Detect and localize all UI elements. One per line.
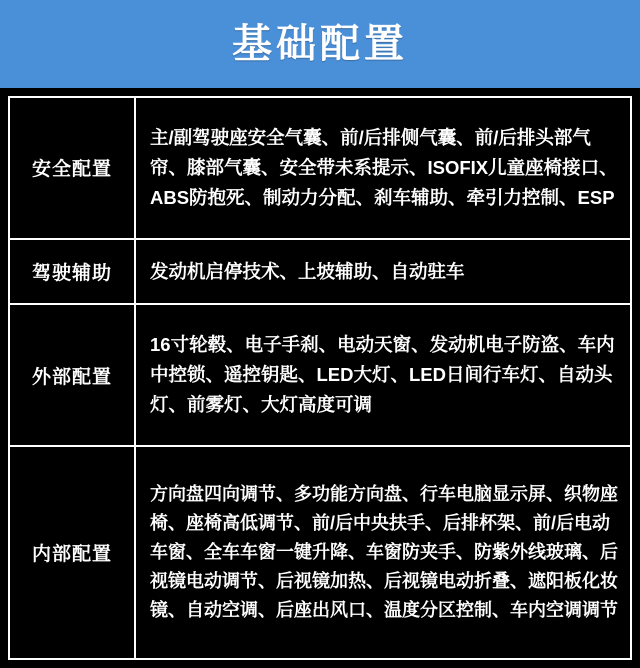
spec-table-container [0,88,640,668]
row-category-label: 外部配置 [9,304,135,446]
page-header [0,0,640,88]
row-category-label: 驾驶辅助 [9,239,135,304]
row-items-text: 16寸轮毂、电子手刹、电动天窗、发动机电子防盗、车内中控锁、遥控钥匙、LED大灯、LED日间行车灯、自动头灯、前雾灯、大灯高度可调 [135,304,631,446]
table-row [9,304,631,446]
row-category-label: 内部配置 [9,446,135,659]
row-items-text: 发动机启停技术、上坡辅助、自动驻车 [135,239,631,304]
table-row [9,239,631,304]
spec-table [8,96,632,660]
row-category-label: 安全配置 [9,97,135,239]
row-items-text: 方向盘四向调节、多功能方向盘、行车电脑显示屏、织物座椅、座椅高低调节、前/后中央扶手、后排杯架、前/后电动车窗、全车车窗一键升降、车窗防夹手、防紫外线玻璃、后视镜电动调节、后视镜加热、后视镜电动折叠、遮阳板化妆镜、自动空调、后座出风口、温度分区控制、车内空调调节 [135,446,631,659]
table-row [9,446,631,659]
table-row [9,97,631,239]
page-title: 基础配置 [232,22,408,66]
row-items-text: 主/副驾驶座安全气囊、前/后排侧气囊、前/后排头部气帘、膝部气囊、安全带未系提示、ISOFIX儿童座椅接口、ABS防抱死、制动力分配、刹车辅助、牵引力控制、ESP [135,97,631,239]
